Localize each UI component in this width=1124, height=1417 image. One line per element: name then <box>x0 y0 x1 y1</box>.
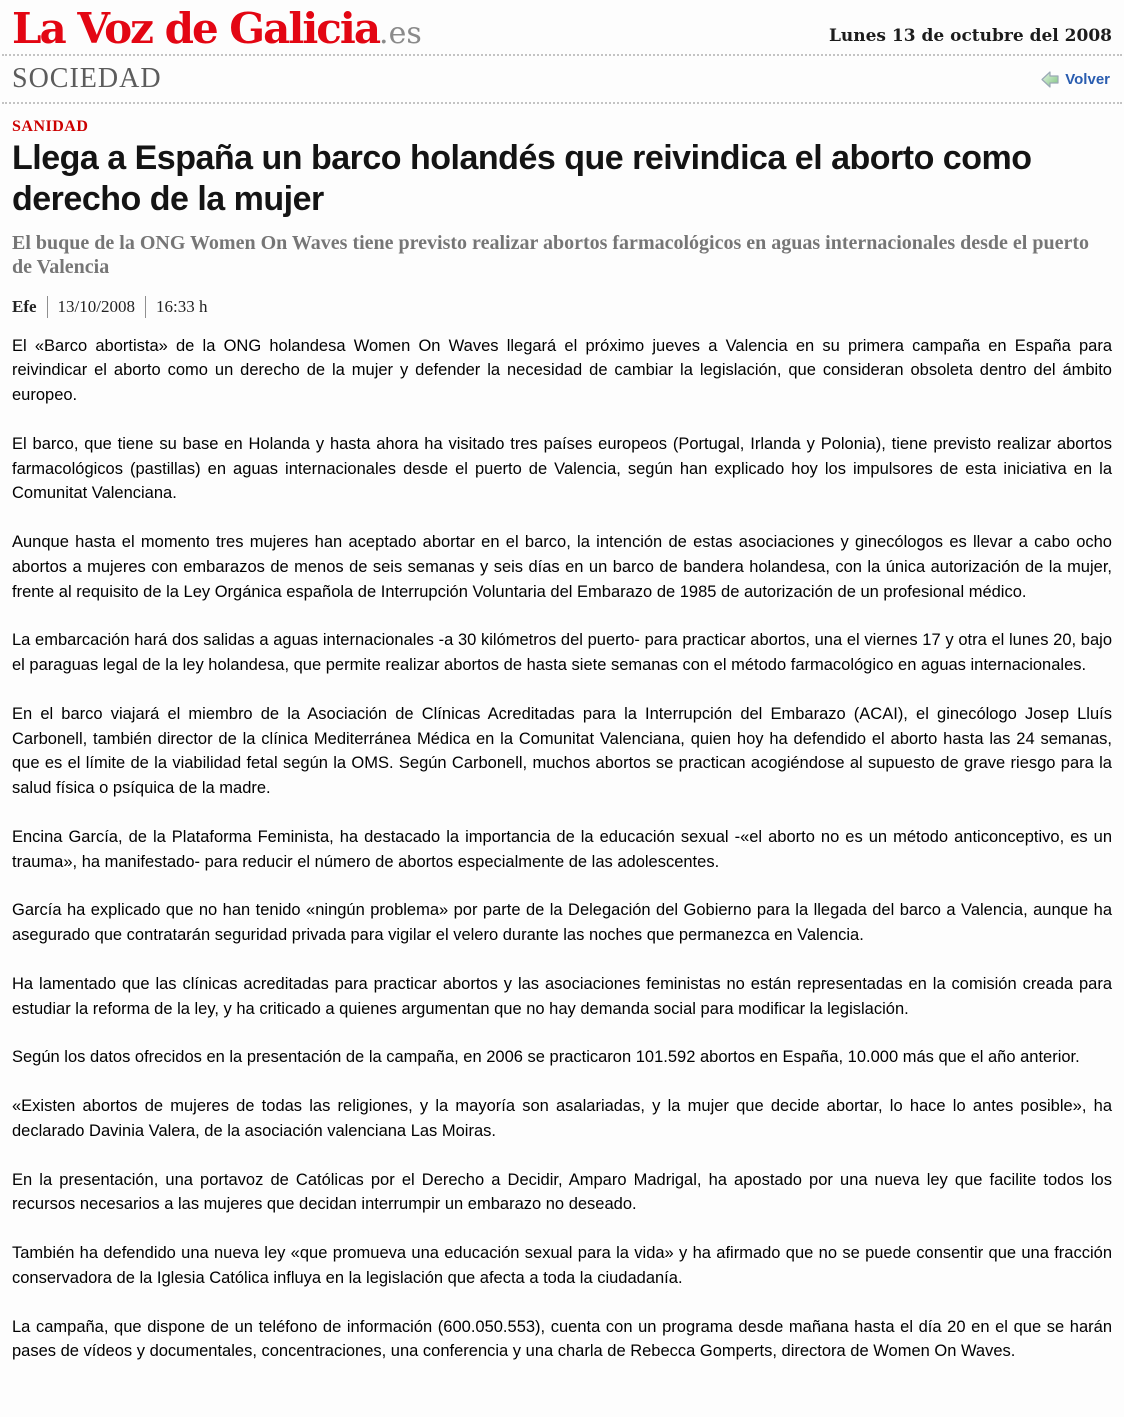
byline-agency: Efe <box>12 296 37 316</box>
masthead-date: Lunes 13 de octubre del 2008 <box>828 26 1112 46</box>
article-headline: Llega a España un barco holandés que reivindica el aborto como derecho de la mujer <box>12 139 1032 219</box>
article-paragraph: El «Barco abortista» de la ONG holandesa Women On Waves llegará el próximo jueves a Valencia en su primera campaña en España para reivindicar el aborto como un derecho de la mujer y defender la necesidad de cambiar la legislación, que consideran obsoleta dentro del ámbito europeo. <box>12 336 1112 405</box>
article-paragraph: Aunque hasta el momento tres mujeres han aceptado abortar en el barco, la intención de estas asociaciones y ginecólogos es llevar a cabo ocho abortos a mujeres con embarazos de menos de seis semanas y seis días en un barco de bandera holandesa, con la única autorización de la mujer, frente al requisito de la Ley Orgánica española de Interrupción Voluntaria del Embarazo de 1985 de autorización de un profesional médico. <box>12 533 1112 601</box>
article-subhead: El buque de la ONG Women On Waves tiene previsto realizar abortos farmacológicos en aguas internacionales desde el puerto de Valencia <box>12 231 1090 279</box>
site-logo-suffix: .es <box>379 16 422 51</box>
site-logo[interactable] <box>12 4 422 53</box>
article-byline <box>12 296 1112 318</box>
byline-date: 13/10/2008 <box>57 296 135 316</box>
article-paragraph: «Existen abortos de mujeres de todas las religiones, y la mayoría son asalariadas, y la mujer que decide abortar, lo hace lo antes posible», ha declarado Davinia Valera, de la asociación valenciana Las Moiras. <box>12 1097 1112 1140</box>
green-left-arrow-icon <box>1041 71 1059 88</box>
section-bar <box>0 56 1124 102</box>
site-logo-main: La Voz de Galicia <box>12 4 380 53</box>
article-paragraph: También ha defendido una nueva ley «que promueva una educación sexual para la vida» y ha afirmado que no se puede consentir que una fracción conservadora de la Iglesia Católica influya en la legislación que afecta a toda la ciudadanía. <box>12 1244 1112 1287</box>
article-body <box>12 334 1112 1365</box>
article-paragraph: En la presentación, una portavoz de Católicas por el Derecho a Decidir, Amparo Madrigal, ha apostado por una nueva ley que facilite todos los recursos necesarios a las mujeres que decidan interrumpir un embarazo no deseado. <box>12 1170 1112 1214</box>
article-kicker: SANIDAD <box>12 118 89 135</box>
article-paragraph: Ha lamentado que las clínicas acreditadas para practicar abortos y las asociaciones feministas no están representadas en la comisión creada para estudiar la reforma de la ley, y ha criticado a quienes argumentan que no hay demanda social para modificar la legislación. <box>12 974 1112 1018</box>
byline-separator <box>47 296 48 318</box>
section-title: SOCIEDAD <box>12 63 162 94</box>
article <box>0 104 1124 1364</box>
back-link[interactable] <box>1041 71 1110 88</box>
article-paragraph: La embarcación hará dos salidas a aguas internacionales -a 30 kilómetros del puerto- para practicar abortos, una el viernes 17 y otra el lunes 20, bajo el paraguas legal de la ley holandesa, que permite realizar abortos de hasta siete semanas con el método farmacológico en aguas internacionales. <box>12 631 1112 675</box>
article-paragraph: En el barco viajará el miembro de la Asociación de Clínicas Acreditadas para la Interrupción del Embarazo (ACAI), el ginecólogo Josep Lluís Carbonell, también director de la clínica Mediterránea Médica en la Comunitat Valenciana, quien hoy ha defendido el aborto hasta las 24 semanas, que es el límite de la viabilidad fetal según la OMS. Según Carbonell, muchos abortos se practican acogiéndose al supuesto de grave riesgo para la salud física o psíquica de la madre. <box>12 704 1112 798</box>
byline-separator <box>145 296 146 318</box>
back-link-label: Volver <box>1065 70 1110 88</box>
article-paragraph: García ha explicado que no han tenido «ningún problema» por parte de la Delegación del Gobierno para la llegada del barco a Valencia, aunque ha asegurado que contratarán seguridad privada para vigilar el velero durante las noches que permanezca en Valencia. <box>12 901 1112 945</box>
masthead <box>0 0 1124 54</box>
byline-time: 16:33 h <box>156 296 208 316</box>
article-paragraph: Según los datos ofrecidos en la presentación de la campaña, en 2006 se practicaron 101.592 abortos en España, 10.000 más que el año anterior. <box>12 1048 1080 1067</box>
article-paragraph: Encina García, de la Plataforma Feminista, ha destacado la importancia de la educación sexual -«el aborto no es un método anticonceptivo, es un trauma», ha manifestado- para reducir el número de abortos especialmente de las adolescentes. <box>12 827 1112 871</box>
article-paragraph: El barco, que tiene su base en Holanda y hasta ahora ha visitado tres países europeos (Portugal, Irlanda y Polonia), tiene previsto realizar abortos farmacológicos (pastillas) en aguas internacionales desde el puerto de Valencia, según han explicado hoy los impulsores de esta iniciativa en la Comunitat Valenciana. <box>12 434 1112 503</box>
article-paragraph: La campaña, que dispone de un teléfono de información (600.050.553), cuenta con un programa desde mañana hasta el día 20 en el que se harán pases de vídeos y documentales, concentraciones, una conferencia y una charla de Rebecca Gomperts, directora de Women On Waves. <box>12 1317 1112 1361</box>
